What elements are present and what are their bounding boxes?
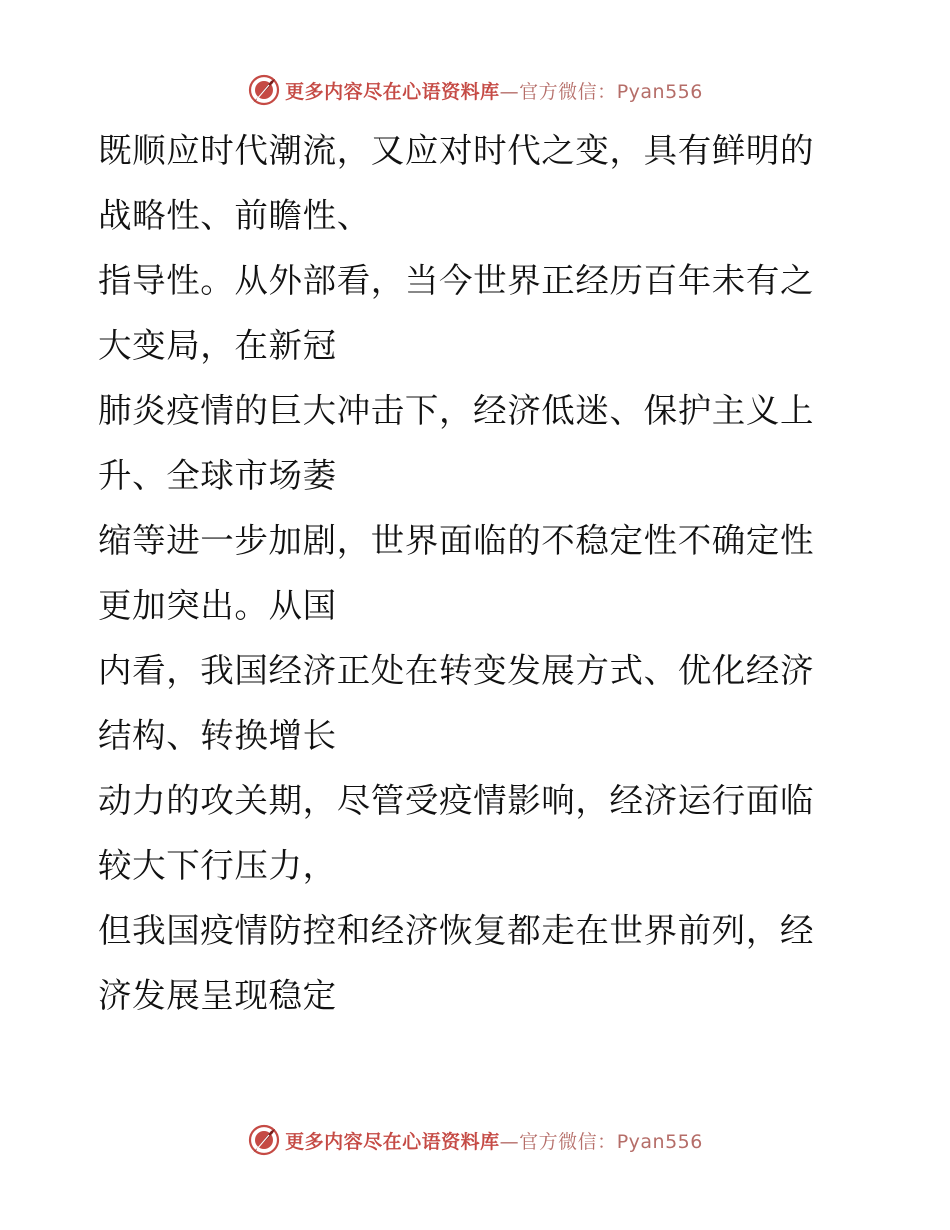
- footer-banner: [0, 1120, 950, 1160]
- text-line: 济发展呈现稳定: [98, 976, 337, 1015]
- footer-wechat-id: Pyan556: [616, 1130, 703, 1153]
- header-wechat-id: Pyan556: [616, 80, 703, 103]
- text-line: 内看，我国经济正处在转变发展方式、优化经济: [98, 651, 815, 690]
- text-line: 更加突出。从国: [98, 586, 337, 625]
- text-line: 但我国疫情防控和经济恢复都走在世界前列，经: [98, 911, 815, 950]
- text-line: 指导性。从外部看，当今世界正经历百年未有之: [98, 261, 815, 300]
- text-line: 肺炎疫情的巨大冲击下，经济低迷、保护主义上: [98, 391, 815, 430]
- header-wechat-label: 官方微信：: [519, 80, 617, 103]
- paragraph: [98, 638, 838, 768]
- text-line: 缩等进一步加剧，世界面临的不稳定性不确定性: [98, 521, 815, 560]
- text-line: 较大下行压力，: [98, 846, 337, 885]
- footer-text: [285, 1127, 703, 1154]
- header-banner: [0, 70, 950, 110]
- paragraph: [98, 898, 838, 1028]
- text-line: 升、全球市场萎: [98, 456, 337, 495]
- header-site-name: 更多内容尽在心语资料库: [285, 80, 500, 103]
- text-line: 大变局，在新冠: [98, 326, 337, 365]
- text-line: 动力的攻关期，尽管受疫情影响，经济运行面临: [98, 781, 815, 820]
- paragraph: [98, 248, 838, 378]
- paragraph: [98, 378, 838, 508]
- text-line: 既顺应时代潮流，又应对时代之变，具有鲜明的: [98, 131, 815, 170]
- quill-pen-logo-icon: [247, 73, 281, 107]
- header-separator: —: [499, 80, 520, 103]
- header-text: [285, 77, 703, 104]
- text-line: 战略性、前瞻性、: [98, 196, 371, 235]
- quill-pen-logo-icon: [247, 1123, 281, 1157]
- paragraph: [98, 118, 838, 248]
- text-line: 结构、转换增长: [98, 716, 337, 755]
- footer-site-name: 更多内容尽在心语资料库: [285, 1130, 500, 1153]
- footer-separator: —: [499, 1130, 520, 1153]
- document-body: [98, 118, 838, 1028]
- paragraph: [98, 768, 838, 898]
- footer-wechat-label: 官方微信：: [519, 1130, 617, 1153]
- paragraph: [98, 508, 838, 638]
